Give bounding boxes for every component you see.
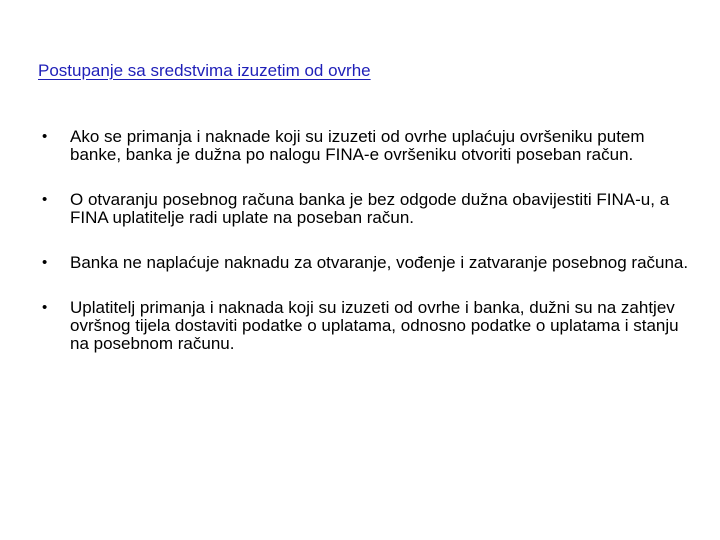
bullet-item xyxy=(0,254,690,272)
bullet-list xyxy=(0,128,720,380)
bullet-text: Banka ne naplaćuje naknadu za otvaranje, vođenje i zatvaranje posebnog računa. xyxy=(70,253,689,272)
bullet-text: O otvaranju posebnog računa banka je bez odgode dužna obavijestiti FINA-u, a FINA uplatitelje radi uplate na poseban račun. xyxy=(70,190,670,227)
bullet-icon: • xyxy=(42,128,48,145)
slide-title: Postupanje sa sredstvima izuzetim od ovrhe xyxy=(38,61,371,80)
bullet-icon: • xyxy=(42,254,48,271)
bullet-item xyxy=(0,299,690,353)
bullet-text: Uplatitelj primanja i naknada koji su izuzeti od ovrhe i banka, dužni su na zahtjev ovršnog tijela dostaviti podatke o uplatama, odnosno podatke o uplatama i stanju na posebnom računu. xyxy=(70,298,679,353)
bullet-item xyxy=(0,191,690,227)
bullet-text: Ako se primanja i naknade koji su izuzeti od ovrhe uplaćuju ovršeniku putem banke, banka je dužna po nalogu FINA-e ovršeniku otvoriti poseban račun. xyxy=(70,127,645,164)
bullet-item xyxy=(0,128,690,164)
bullet-icon: • xyxy=(42,299,48,316)
bullet-icon: • xyxy=(42,191,48,208)
